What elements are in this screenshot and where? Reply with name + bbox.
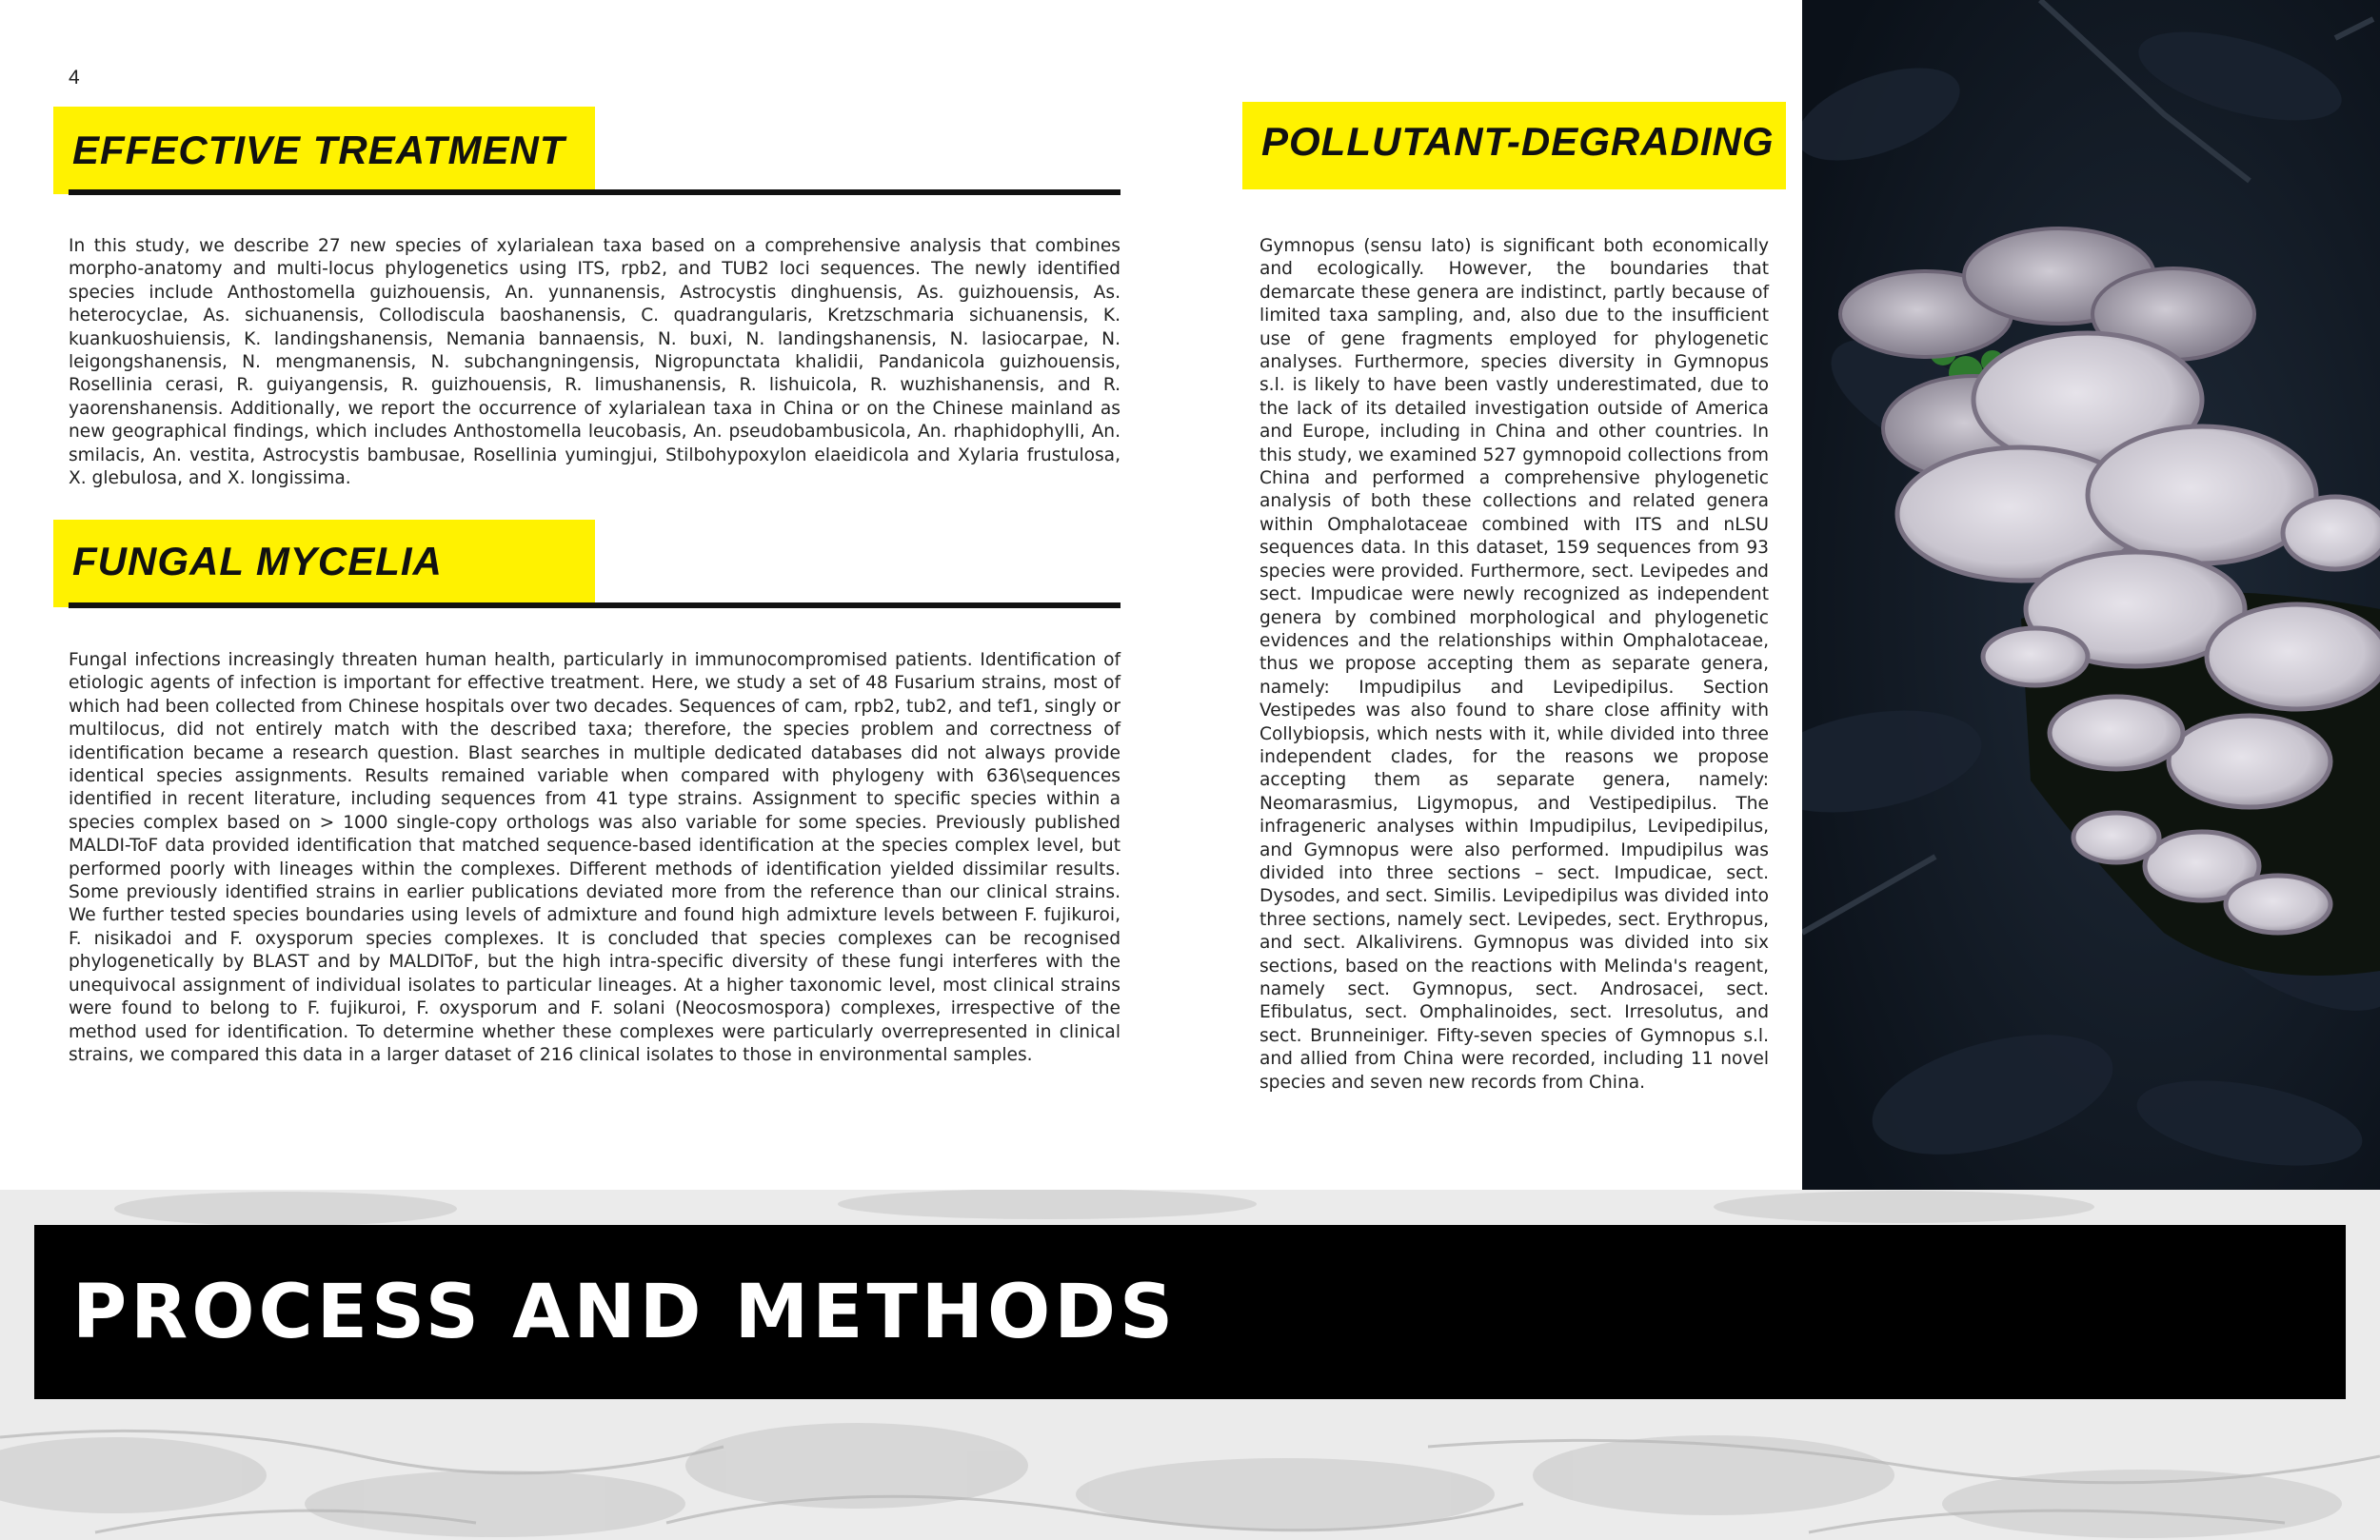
pollutant-degrading-heading: POLLUTANT-DEGRADING [1261,119,1775,164]
pollutant-degrading-body: Gymnopus (sensu lato) is significant both economically and ecologically. However, the boundaries that demarcate these genera are indistinct, partly because of limited taxa sampling, and, also due to the insufficient use of gene fragments employed for phylogenetic analyses. Furthermore, species diversity in Gymnopus s.l. is likely to have been vastly underestimated, due to the lack of its detailed investigation outside of America and Europe, including in China and other countries. In this study, we examined 527 gymnopoid collections from China and performed a comprehensive phylogenetic analysis of both these collections and related genera within Omphalotaceae combined with ITS and nLSU sequences data. In this dataset, 159 sequences from 93 species were provided. Furthermore, sect. Levipedes and sect. Impudicae were newly recognized as independent genera by combined morphological and phylogenetic evidences and the relationships within Omphalotaceae, thus we propose accepting them as separate genera, namely: Impudipilus and Levipedipilus. Section Vestipedes was also found to share close affinity with Collybiopsis, which nests with it, while divided into three independent clades, for the reasons we propose accepting them as separate genera, namely: Neomarasmius, Ligymopus, and Vestipedipilus. The infrageneric analyses within Impudipilus, Levipedipilus, and Gymnopus were also performed. Impudipilus was divided into three sections – sect. Impudicae, sect. Dysodes, and sect. Similis. Levipedipilus was divided into three sections, namely sect. Levipedes, sect. Erythropus, and sect. Alkalivirens. Gymnopus was divided into six sections, based on the reactions with Melinda's reagent, namely sect. Gymnopus, sect. Androsacei, sect. Efibulatus, sect. Omphalinoides, sect. Irresolutus, and sect. Brunneiniger. Fifty-seven species of Gymnopus s.l. and allied from China were recorded, including 11 novel species and seven new records from China. [1259,236,1769,1093]
fungi-photo [1802,0,2380,1190]
banner-title: PROCESS AND METHODS [72,1269,1178,1355]
effective-treatment-body: In this study, we describe 27 new species of xylarialean taxa based on a comprehensive analysis that combines morpho-anatomy and multi-locus phylogenetics using ITS, rpb2, and TUB2 loci sequences. The newly identified species include Anthostomella guizhouensis, An. yunnanensis, Astrocystis dinghuensis, As. guizhouensis, As. heterocyclae, As. sichuanensis, Collodiscula baoshanensis, C. quadrangularis, Kretzschmaria sichuanensis, K. kuankuoshuiensis, K. landingshanensis, Nemania bannaensis, N. buxi, N. landingshanensis, N. lasiocarpae, N. leigongshanensis, N. mengmanensis, N. subchangningensis, Nigropunctata khalidii, Pandanicola guizhouensis, Rosellinia cerasi, R. guiyangensis, R. guizhouensis, R. limushanensis, R. lishuicola, R. wuzhishanensis, and R. yaorenshanensis. Additionally, we report the occurrence of xylarialean taxa in China or on the Chinese mainland as new geographical findings, which includes Anthostomella leucobasis, An. pseudobambusicola, An. rhaphidophylli, An. smilacis, An. vestita, Astrocystis bambusae, Rosellinia yumingjui, Stilbohypoxylon elaeidicola and Xylaria frustulosa, X. glebulosa, and X. longissima. [69,236,1121,489]
fungal-mycelia-heading: FUNGAL MYCELIA [72,539,443,583]
effective-treatment-rule [69,189,1121,195]
fungal-mycelia-body: Fungal infections increasingly threaten human health, particularly in immunocompromised patients. Identification of etiologic agents of infection is important for effective treatment. Here, we study a set of 48 Fusarium strains, most of which had been collected from Chinese hospitals over two decades. Sequences of cam, rpb2, tub2, and tef1, singly or multilocus, did not entirely match with the described taxa; therefore, the species problem and correctness of identification became a research question. Blast searches in multiple dedicated databases did not always provide identical species assignments. Results remained variable when compared with phylogeny with 636\sequences identified in recent literature, including sequences from 41 type strains. Assignment to specific species within a species complex based on > 1000 single-copy orthologs was also variable for some species. Previously published MALDI-ToF data provided identification that matched sequence-based identification at the species complex level, but performed poorly with lineages within the complexes. Different methods of identification yielded dissimilar results. Some previously identified strains in earlier publications deviated more from the reference than our clinical strains. We further tested species boundaries using levels of admixture and found high admixture levels between F. fujikuroi, F. nisikadoi and F. oxysporum species complexes. It is concluded that species complexes can be recognised phylogenetically by BLAST and by MALDIToF, but the high intra-specific diversity of these fungi interferes with the unequivocal assignment of individual isolates to particular lineages. At a higher taxonomic level, most clinical strains were found to belong to F. fujikuroi, F. oxysporum and F. solani (Neocosmospora) complexes, irrespective of the method used for identification. To determine whether these complexes were particularly overrepresented in clinical strains, we compared this data in a larger dataset of 216 clinical isolates to those in environmental samples. [69,650,1121,1065]
pollutant-degrading-heading-block [1242,102,1786,189]
effective-treatment-heading: EFFECTIVE TREATMENT [72,128,565,172]
page-number: 4 [69,67,80,89]
fungal-mycelia-heading-block [53,520,595,607]
effective-treatment-heading-block [53,107,595,194]
process-and-methods-banner [34,1225,2346,1399]
fungal-mycelia-rule [69,602,1121,608]
